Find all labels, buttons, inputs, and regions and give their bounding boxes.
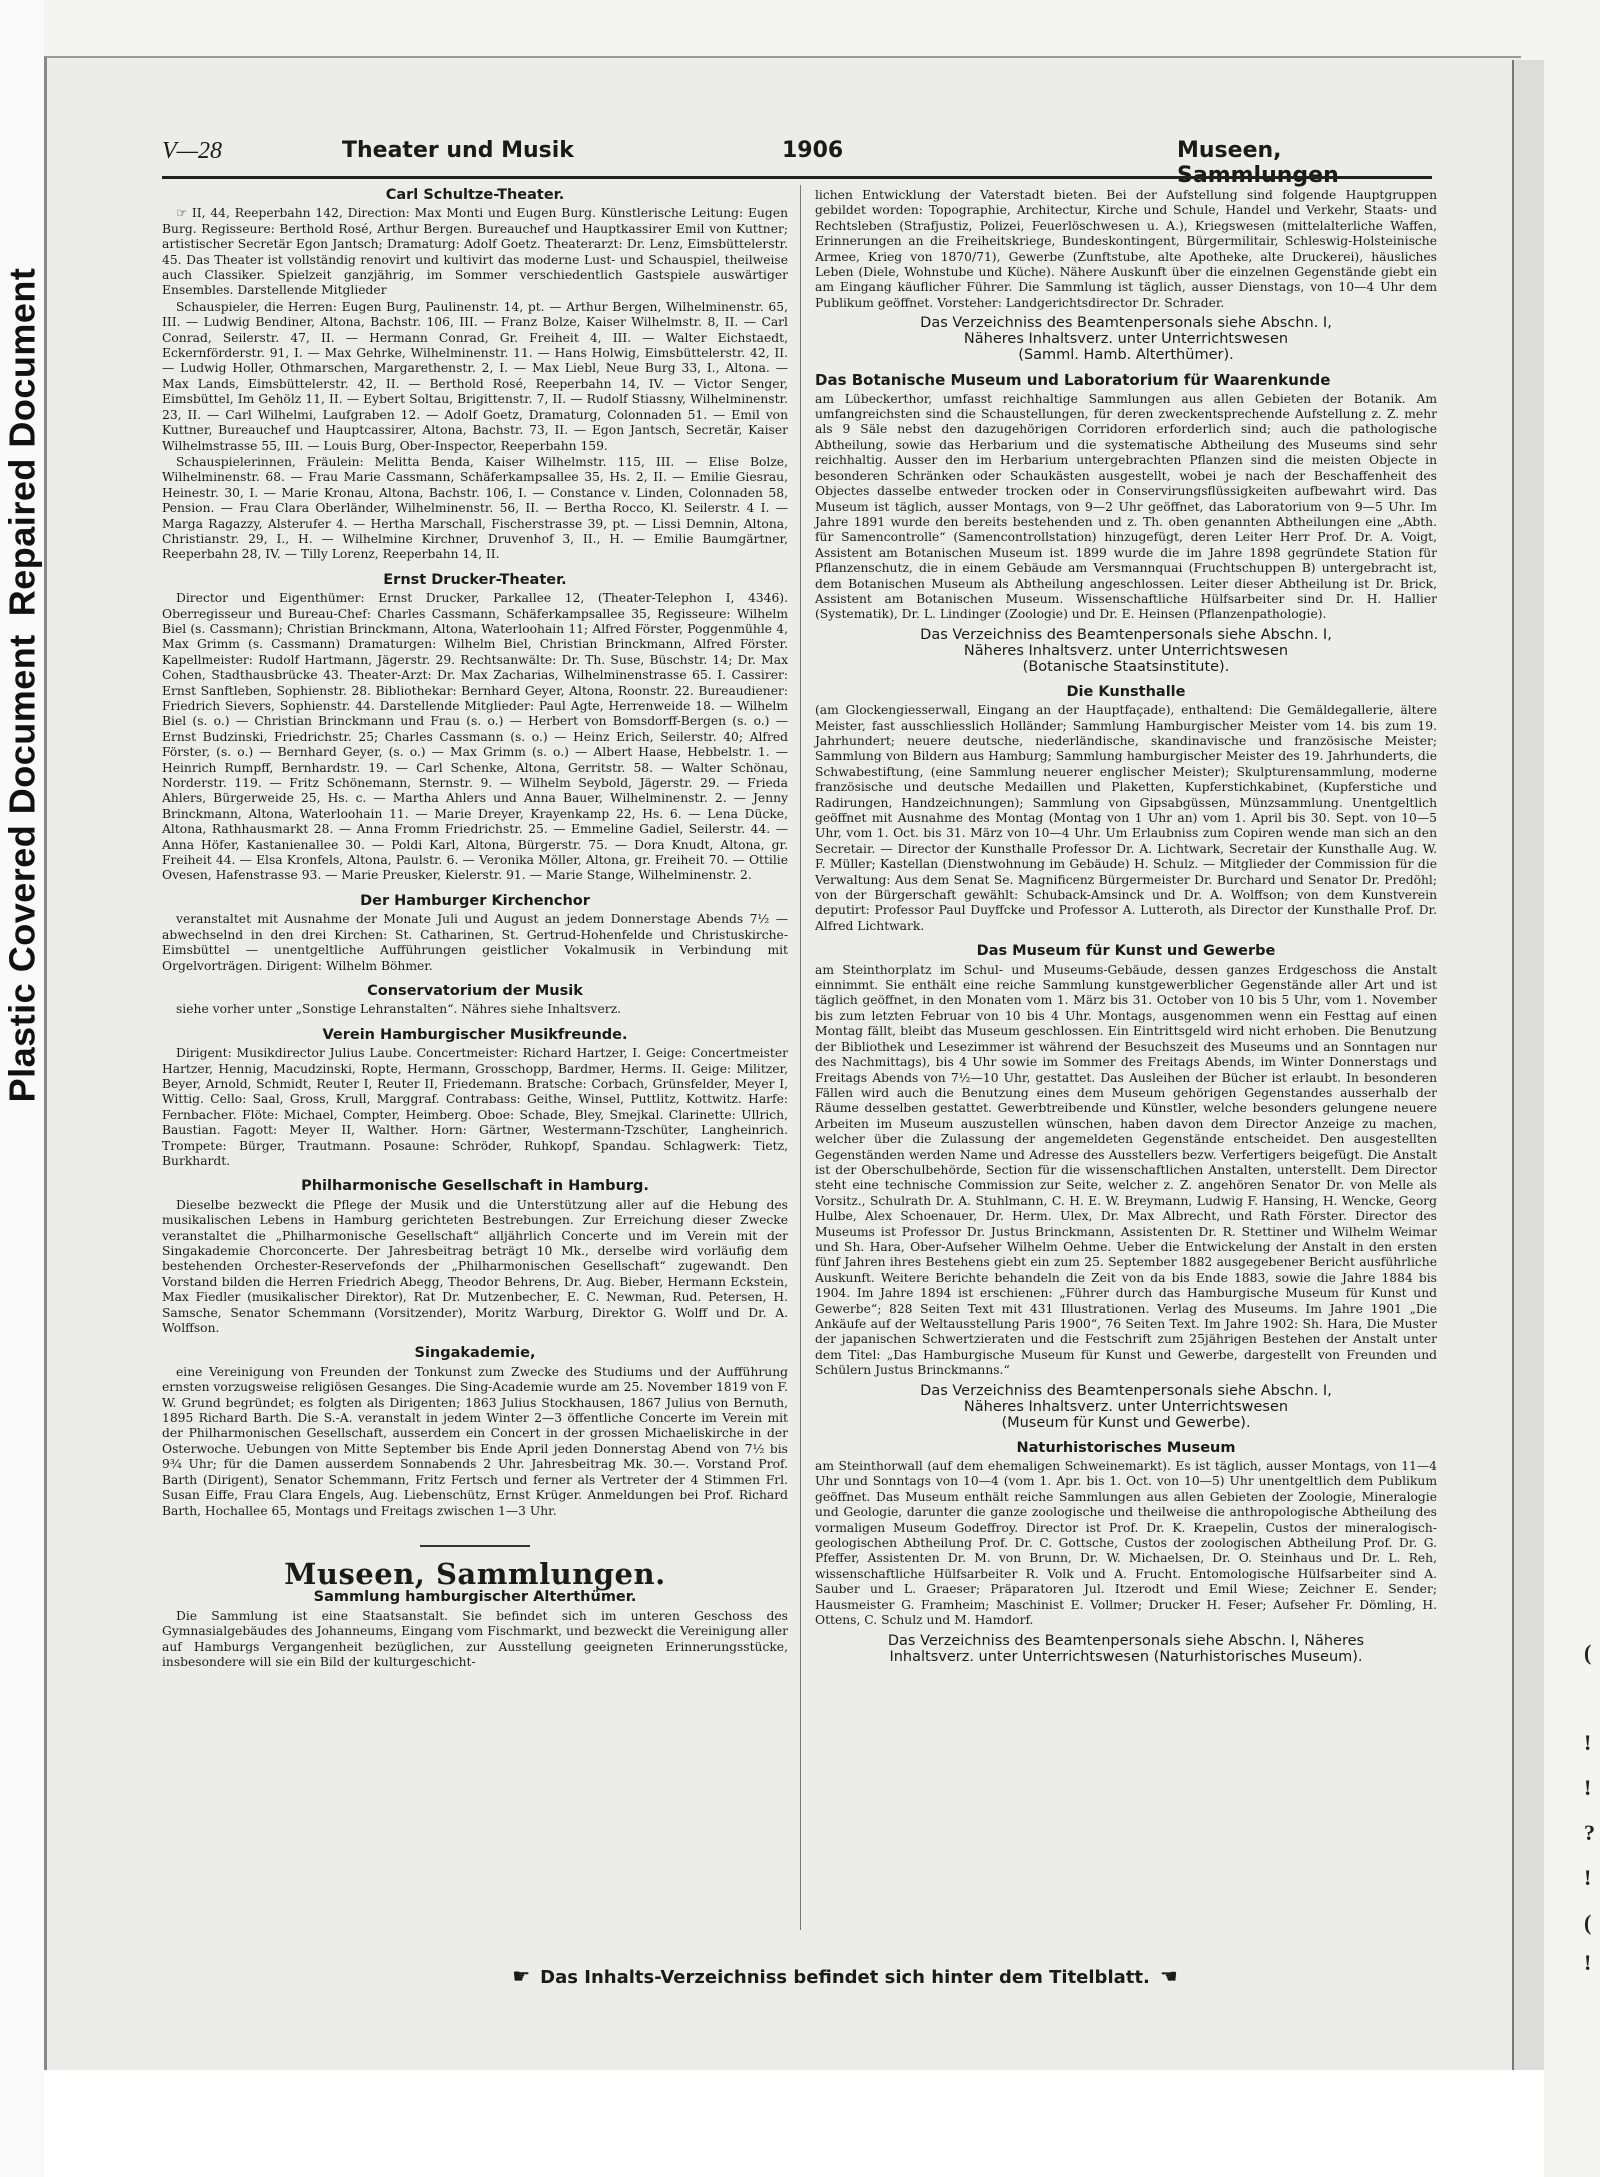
section-text: Dieselbe bezweckt die Pflege der Musik und die Unterstützung aller auf die Hebung des musikalischen Lebens in Hamburg gerichteten Bestrebungen. Zur Erreichung dieser Zwecke veranstaltet die „Philharmonische Gesellschaft“ alljährlich Concerte und im Verein mit der Singakademie Chorconcerte. Der Jahresbeitrag beträgt 10 Mk., derselbe wird vorläufig dem bestehenden Orchester-Reservefonds der „Philharmonischen Gesellschaft“ zugewandt. Den Vorstand bilden die Herren Friedrich Abegg, Theodor Behrens, Dr. Aug. Bieber, Hermann Eckstein, Max Fiedler (musikalischer Direktor), Rat Dr. Mutzenbecher, E. C. Newman, Rud. Petersen, H. Samsche, Senator Schemmann (Vorsitzender), Moritz Warburg, Direktor G. Wolff und Dr. A. Wolffson. xyxy=(162,1197,788,1336)
reference-note xyxy=(815,1633,1437,1665)
section-text: Director und Eigenthümer: Ernst Drucker, Parkallee 12, (Theater-Telephon I, 4346). Oberregisseur und Bureau-Chef: Charles Cassmann, Schäferkampsallee 35, Regisseure: Wilhelm Biel (s. Cassmann); Christian Brinckmann, Altona, Waterloohain 11; Alfred Förster, Poggenmühle 4, Max Grimm (s. Cassmann) Dramaturgen: Wilhelm Biel, Christian Brinckmann, Alfred Förster. Kapellmeister: Rudolf Hartmann, Jägerstr. 29. Rechtsanwälte: Dr. Th. Suse, Büschstr. 14; Dr. Max Cohen, Stadthausbrücke 43. Theater-Arzt: Dr. Max Zacharias, Wilhelminenstrasse 65. I. Cassirer: Ernst Sanftleben, Sophienstr. 28. Bibliothekar: Bernhard Geyer, Altona, Roonstr. 22. Bureaudiener: Friedrich Sievers, Sophienstr. 44. Darstellende Mitglieder: Paul Agte, Herrenweide 18. — Wilhelm Biel (s. o.) — Christian Brinckmann und Frau (s. o.) — Herbert von Bomsdorff-Bergen (s. o.) — Ernst Budzinski, Friedrichstr. 25; Charles Cassmann (s. o.) — Heinz Erich, Seilerstr. 40; Alfred Förster, (s. o.) — Bernhard Geyer, (s. o.) — Max Grimm (s. o.) — Albert Haase, Hebbelstr. 1. — Heinrich Rumpff, Bernhardstr. 19. — Carl Schenke, Altona, Gerritstr. 58. — Walter Schönau, Norderstr. 119. — Fritz Schönemann, Sternstr. 9. — Wilhelm Seybold, Jägerstr. 29. — Frieda Ahlers, Bürgerweide 25, Hs. c. — Martha Ahlers und Anna Bauer, Wilhelminenstr. 2. — Jenny Brinckmann, Altona, Waterloohain 11. — Marie Dreyer, Krayenkamp 22, Hs. 6. — Lena Dücke, Altona, Rathhausmarkt 28. — Anna Fromm Friedrichstr. 25. — Emmeline Gadiel, Seilerstr. 44. — Anna Höfer, Kastanienallee 30. — Poldi Karl, Altona, Bürgerstr. 75. — Dora Knudt, Altona, gr. Freiheit 44. — Elsa Kronfels, Altona, Paulstr. 6. — Veronika Möller, Altona, gr. Freiheit 70. — Ottilie Ovesen, Hafenstrasse 93. — Marie Preusker, Kielerstr. 91. — Marie Stange, Wilhelminenstr. 2. xyxy=(162,591,788,883)
page-bottom-margin xyxy=(44,2070,1544,2177)
reference-note-line: Näheres Inhaltsverz. unter Unterrichtswesen xyxy=(963,331,1289,348)
section-title: Der Hamburger Kirchenchor xyxy=(360,892,590,909)
footer-notice xyxy=(430,1964,1260,1988)
section-title: Das Museum für Kunst und Gewerbe xyxy=(976,943,1276,960)
header-year: 1906 xyxy=(782,138,844,163)
archive-label-line1: Plastic Covered Document xyxy=(1,634,42,1103)
section-text: Die Sammlung ist eine Staatsanstalt. Sie befindet sich im unteren Geschoss des Gymnasialgebäudes des Johanneums, Eingang vom Fischmarkt, und bezweckt die Vereinigung aller auf Hamburgs Vergangenheit bezüglichen, zur Ausstellung geeigneten Erinnerungsstücke, insbesondere will sie ein Bild der kulturgeschicht- xyxy=(162,1608,788,1669)
section-kunst-und-gewerbe xyxy=(815,944,1437,1430)
section-naturhistorisches-museum xyxy=(815,1441,1437,1665)
section-separator xyxy=(420,1545,530,1547)
section-carl-schultze-theater xyxy=(162,188,788,563)
edge-fragment: ( xyxy=(1584,1910,1592,1935)
column-divider xyxy=(800,185,801,1930)
reference-note-line: Näheres Inhaltsverz. unter Unterrichtswesen xyxy=(963,1398,1289,1415)
edge-fragment: ( xyxy=(1584,1640,1592,1665)
section-kunsthalle xyxy=(815,685,1437,935)
section-botanisches-museum xyxy=(815,373,1437,675)
section-text: siehe vorher unter „Sonstige Lehranstalten“. Nähres siehe Inhaltsverz. xyxy=(176,1002,622,1017)
edge-fragment: ! xyxy=(1584,1865,1592,1890)
reference-note-line: Das Verzeichniss des Beamtenpersonals siehe Abschn. I, xyxy=(920,315,1332,332)
section-musikfreunde xyxy=(162,1028,788,1170)
section-text: lichen Entwicklung der Vaterstadt bieten. Bei der Aufstellung sind folgende Hauptgruppen gebildet worden: Topographie, Architectur, Kirche und Schule, Handel und Verkehr, Staats- und Rechtsleben (Strafjustiz, Polizei, Feuerlöschwesen u. A.), Kriegswesen (mittelalterliche Waffen, Erinnerungen an die Freiheitskriege, Bundeskontingent, Bürgermilitair, Schleswig-Holsteinische Armee, Krieg von 1870/71), Gewerbe (Zunftstube, alte Apotheke, alte Druckerei), häusliches Leben (Diele, Wohnstube und Küche). Nähere Auskunft über die einzelnen Gegenstände giebt ein am Eingang käuflicher Führer. Die Sammlung ist täglich, ausser Dienstags, von 10—4 Uhr dem Publikum geöffnet. Vorsteher: Landgerichtsdirector Dr. Schrader. xyxy=(815,188,1437,310)
section-title: Die Kunsthalle xyxy=(1066,683,1186,700)
edge-fragment: ? xyxy=(1584,1820,1595,1845)
section-text: Dirigent: Musikdirector Julius Laube. Concertmeister: Richard Hartzer, I. Geige: Concertmeister Hartzer, Hennig, Macudzinski, Ropte, Hermann, Grosschopp, Bardmer, Herms. II. Geige: Militzer, Beyer, Arnold, Schmidt, Reuter I, Reuter II, Friedemann. Bratsche: Corbach, Grünsfelder, Meyer I, Wittig. Cello: Saal, Gross, Krull, Marggraf. Contrabass: Geithe, Winsel, Puttlitz, Kottwitz. Harfe: Fernbacher. Flöte: Michael, Compter, Heimberg. Oboe: Schade, Bley, Smejkal. Clarinette: Ullrich, Baustian. Fagott: Meyer II, Walther. Horn: Gärtner, Westermann-Tzschüter, Langheinrich. Trompete: Bürger, Trautmann. Posaune: Schröder, Ruhkopf, Spandau. Schlagwerk: Tietz, Burkhardt. xyxy=(162,1046,788,1168)
section-title: Philharmonische Gesellschaft in Hamburg. xyxy=(301,1178,649,1195)
section-text: veranstaltet mit Ausnahme der Monate Juli und August an jedem Donnerstage Abends 7½ — abwechselnd in den drei Kirchen: St. Catharinen, St. Gertrud-Hohenfelde und Christuskirche-Eimsbüttel — unentgeltliche Aufführungen geistlicher Vokalmusik in Verbindung mit Orgelvorträgen. Dirigent: Wilhelm Böhmer. xyxy=(162,912,788,973)
edge-fragment: ! xyxy=(1584,1775,1592,1800)
section-text: Schauspieler, die Herren: Eugen Burg, Paulinenstr. 14, pt. — Arthur Bergen, Wilhelminenstr. 65, III. — Ludwig Bendiner, Altona, Bachstr. 106, III. — Franz Bolze, Kaiser Wilhelmstr. 8, II. — Carl Conrad, Seilerstr. 47, II. — Hermann Conrad, Gr. Freiheit 4, III. — Walter Eichstaedt, Eckernförderstr. 91, I. — Max Gehrke, Wilhelminenstr. 11. — Hans Holwig, Eimsbüttelerstr. 42, II. — Ludwig Holler, Othmarschen, Margarethenstr. 2, I. — Max Liebl, Neue Burg 33, I., Altona. — Max Lands, Eimsbüttelerstr. 42, II. — Berthold Rosé, Reeperbahn 14, IV. — Victor Senger, Eimsbüttel, Im Gehölz 11, II. — Eybert Soltau, Brigittenstr. 7, II. — Rudolf Stiassny, Wilhelminenstr. 23, II. — Carl Wilhelmi, Laufgraben 12. — Adolf Goetz, Dramaturg, Colonnaden 51. — Emil von Kuttner, Bureauchef und Hauptcassirer, Altona, Bachstr. 73, II. — Egon Jantsch, Secretär, Kaiser Wilhelmstrasse 55, III. — Louis Burg, Ober-Inspector, Reeperbahn 159. xyxy=(162,299,788,453)
reference-note-line: Inhaltsverz. unter Unterrichtswesen (Naturhistorisches Museum). xyxy=(889,1648,1363,1665)
header-section-right: Museen, xyxy=(1177,138,1282,163)
section-alterthuemer xyxy=(162,1590,788,1670)
archive-label-line2: Repaired Document xyxy=(1,267,42,617)
section-title: Singakademie, xyxy=(414,1345,536,1362)
reference-note-line: Das Verzeichniss des Beamtenpersonals siehe Abschn. I, xyxy=(920,1382,1332,1399)
page-header xyxy=(162,138,1432,178)
section-text: am Steinthorwall (auf dem ehemaligen Schweinemarkt). Es ist täglich, ausser Montags, von 11—4 Uhr und Sonntags von 10—4 (vom 1. Apr. bis 1. Oct. von 10—5) Uhr unentgeltlich dem Publikum geöffnet. Das Museum enthält reiche Sammlungen aus allen Gebieten der Zoologie, Mineralogie und Geologie, darunter die ganze zoologische und theilweise die anthropologische Abtheilung des vormaligen Museum Godeffroy. Director ist Prof. Dr. K. Kraepelin, Custos der mineralogisch-geologischen Abtheilung Prof. Dr. C. Gottsche, Custos der zoologischen Abtheilung Prof. Dr. G. Pfeffer, Assistenten Dr. M. von Brunn, Dr. W. Michaelsen, Dr. O. Steinhaus und Dr. L. Reh, wissenschaftliche Hülfsarbeiter R. Volk und A. Frucht. Entomologische Hülfsarbeiter sind A. Sauber und L. Graeser; Präparatoren Jul. Itzerodt und Emil Wiese; Zeichner E. Sender; Hausmeister G. Framheim; Maschinist E. Vollmer; Drucker H. Feser; Aufseher Fr. Dömling, H. Ottens, C. Schulz und M. Hamdorf. xyxy=(815,1459,1437,1628)
footer-text: Das Inhalts-Verzeichniss befindet sich hinter dem Titelblatt. xyxy=(540,1967,1150,1988)
section-conservatorium xyxy=(162,984,788,1018)
right-column xyxy=(815,188,1437,1671)
reference-note-line: (Museum für Kunst und Gewerbe). xyxy=(1001,1414,1251,1431)
reference-note xyxy=(815,1383,1437,1431)
section-ernst-drucker-theater xyxy=(162,573,788,884)
section-text: am Steinthorplatz im Schul- und Museums-Gebäude, dessen ganzes Erdgeschoss die Anstalt einnimmt. Sie enthält eine reiche Sammlung kunstgewerblicher Gegenstände aller Art und ist täglich geöffnet, in den Monaten vom 1. März bis 31. October von 10 bis 5 Uhr, vom 1. November bis zum letzten Februar von 10 bis 4 Uhr. Montags, ausgenommen wenn ein Festtag auf einen Montag fällt, bleibt das Museum geschlossen. Ein Eintrittsgeld wird nicht erhoben. Die Benutzung der Bibliothek und Lesezimmer ist während der Besuchszeit des Museums und an Sonntagen nur des Nachmittags), bis 4 Uhr sowie im Sommer des Freitags Abends, im Winter Donnerstags und Freitags Abends von 7½—10 Uhr, gestattet. Das Ausleihen der Bücher ist erlaubt. In besonderen Fällen wird auch die Benutzung eines dem Museum gehörigen Gegenstandes ausserhalb der Räume desselben gestattet. Gewerbtreibende und Künstler, welche besonders gelungene neuere Arbeiten im Museum auszustellen wünschen, haben davon dem Director Anzeige zu machen, welcher über die Zulassung der angemeldeten Gegenstände entscheidet. Den ausgestellten Gegenständen werden Name und Adresse des Ausstellers bezw. Verfertigers beigefügt. Die Anstalt ist der Oberschulbehörde, Section für die wissenschaftlichen Anstalten, unterstellt. Dem Director steht eine technische Commission zur Seite, welcher z. Z. angehören Senator Dr. von Melle als Vorsitz., Schulrath Dr. A. Stuhlmann, C. H. E. W. Breymann, Ludwig F. Hansing, H. Wencke, Georg Hulbe, Alex Schoenauer, Dr. Herm. Ulex, Dr. Max Albrecht, und Rath Förster. Director des Museums ist Professor Dr. Justus Brinckmann, Assistenten Dr. R. Stettiner und Wilhelm Weimar und Sh. Hara, Ober-Aufseher Wilhelm Oehme. Ueber die Entwickelung der Anstalt in den ersten fünf Jahren ihres Bestehens giebt ein zum 25. September 1882 ausgegebener Bericht ausführliche Auskunft. Weitere Berichte behandeln die Zeit von da bis Ende 1883, sowie die Jahre 1884 bis 1904. Im Jahre 1894 ist erschienen: „Führer durch das Hamburgische Museum für Kunst und Gewerbe“; 828 Seiten Text mit 431 Illustrationen. Verlag des Museums. Im Jahre 1901 „Die Ankäufe auf der Weltausstellung Paris 1900“, 76 Seiten Text. Im Jahre 1902: Sh. Hara, Die Muster der japanischen Schwertzieraten und die Festschrift zum 25jährigen Bestehen der Anstalt unter dem Titel: „Das Hamburgische Museum für Kunst und Gewerbe, dargestellt von Freunden und Schülern Justus Brinckmanns.“ xyxy=(815,962,1437,1378)
left-column xyxy=(162,188,788,1671)
section-philharmonische-gesellschaft xyxy=(162,1179,788,1336)
reference-note-line: (Botanische Staatsinstitute). xyxy=(1022,658,1230,675)
section-singakademie xyxy=(162,1346,788,1518)
section-text: am Lübeckerthor, umfasst reichhaltige Sammlungen aus allen Gebieten der Botanik. Am umfangreichsten sind die Schaustellungen, für deren zweckentsprechende Aufstellung z. Z. mehr als 9 Säle nebst den dazugehörigen Corridoren erforderlich sind; auch die pathologische Abtheilung, sowie das Herbarium und die systematische Abtheilung des Museums sind sehr reichhaltig. Ausser den im Herbarium untergebrachten Pflanzen sind die meisten Objecte in besonderen Schränken oder Schaukästen ausgestellt, wobei je nach der Beschaffenheit des Objectes dasselbe entweder trocken oder in Conservirungsflüssigkeiten aufbewahrt wird. Das Museum ist täglich, ausser Montags, von 9—2 Uhr geöffnet, das Laboratorium von 9—5 Uhr. Im Jahre 1891 wurde den bereits bestehenden und z. Th. oben genannten Abtheilungen eine „Abth. für Samencontrolle“ (Samencontrollstation) hinzugefügt, deren Leiter Herr Prof. Dr. A. Voigt, Assistent am Botanischen Museum ist. 1899 wurde die im Jahre 1898 gegründete Station für Pflanzenschutz, die in einem Gebäude am Versmannquai (Fruchtschuppen B) untergebracht ist, dem Botanischen Museum als Abtheilung angeschlossen. Leiter dieser Abtheilung ist Dr. Brick, Assistent am Botanischen Museum. Wissenschaftliche Hülfsarbeiter sind Dr. H. Hallier (Systematik), Dr. L. Lindinger (Zoologie) und Dr. E. Heinsen (Pflanzenpathologie). xyxy=(815,391,1437,622)
section-text: (am Glockengiesserwall, Eingang an der Hauptfaçade), enthaltend: Die Gemäldegallerie, ältere Meister, fast ausschliesslich Holländer; Sammlung Hamburgischer Meister vom 14. bis zum 19. Jahrhundert; neuere deutsche, niederländische, skandinavische und französische Meister; Sammlung von Bildern aus Hamburg; Sammlung hamburgischer Meister des 19. Jahrhunderts, die Schwabestiftung, (eine Sammlung neuerer englischer Meister); Skulpturensammlung, moderne französische und deutsche Medaillen und Plaketten, Kupferstichkabinet, (Kupferstiche und Radirungen, Handzeichnungen); Sammlung von Gipsabgüssen, Münzsammlung. Unentgeltlich geöffnet mit Ausnahme des Montag (Montag von 1 Uhr an) vom 1. April bis 30. Sept. von 10—5 Uhr, vom 1. Oct. bis 31. März von 10—4 Uhr. Um Erlaubniss zum Copiren wende man sich an den Secretair. — Director der Kunsthalle Professor Dr. A. Lichtwark, Secretair der Kunsthalle Aug. W. F. Müller; Kastellan (Dienstwohnung im Gebäude) H. Schulz. — Mitglieder der Commission für die Verwaltung: Aus dem Senat Se. Magnificenz Bürgermeister Dr. Burchard und Senator Dr. Predöhl; von der Bürgerschaft gewählt: Schuback-Amsinck und Dr. A. Wolffson; von dem Kunstverein deputirt: Professor Paul Duyffcke und Professor A. Lutteroth, als Director der Kunsthalle Prof. Dr. Alfred Lichtwark. xyxy=(815,703,1437,933)
section-text: Schauspielerinnen, Fräulein: Melitta Benda, Kaiser Wilhelmstr. 115, III. — Elise Bolze, Wilhelminenstr. 68. — Frau Marie Cassmann, Schäferkampsallee 35, Hs. 2, II. — Emilie Giesrau, Heinestr. 30, I. — Marie Kronau, Altona, Bachstr. 106, I. — Constance v. Linden, Colonnaden 58, Pension. — Frau Clara Oberländer, Wilhelminenstr. 56, II. — Bertha Rocco, Kl. Seilerstr. 4 I. — Marga Ragazzy, Alsterufer 4. — Hertha Marschall, Fischerstrasse 39, pt. — Lissi Demnin, Altona, Christianstr. 29, I., H. — Wilhelmine Kirchner, Druvenhof 3, II., H. — Emilie Baumgärtner, Reeperbahn 28, IV. — Tilly Lorenz, Reeperbahn 14, II. xyxy=(162,454,788,562)
page-number: V—28 xyxy=(162,138,222,164)
section-kirchenchor xyxy=(162,894,788,974)
section-title: Das Botanische Museum und Laboratorium für Waarenkunde xyxy=(815,371,1331,390)
reference-note-line: Näheres Inhaltsverz. unter Unterrichtswesen xyxy=(963,642,1289,659)
section-title: Ernst Drucker-Theater. xyxy=(383,571,567,588)
archive-label xyxy=(0,130,44,1240)
edge-fragment: ! xyxy=(1584,1950,1592,1975)
pointing-hand-icon: ☚ xyxy=(1159,1964,1178,1988)
reference-note xyxy=(815,315,1437,363)
next-page-edge xyxy=(1512,60,1544,2090)
section-text: ☞ II, 44, Reeperbahn 142, Direction: Max Monti und Eugen Burg. Künstlerische Leitung: Eugen Burg. Regisseure: Berthold Rosé, Arthur Bergen. Bureauchef und Hauptkassirer Emil von Kuttner; artistischer Secretär Egon Jantsch; Dramaturg: Adolf Goetz. Theaterarzt: Dr. Lenz, Eimsbüttelerstr. 45. Das Theater ist vollständig renovirt und kultivirt das moderne Lust- und Schauspiel, theilweise auch Classiker. Spielzeit ganzjährig, im Sommer verschiedentlich Gastspiele auswärtiger Ensembles. Darstellende Mitglieder xyxy=(162,206,788,298)
section-title: Verein Hamburgischer Musikfreunde. xyxy=(322,1026,628,1043)
edge-fragment: ! xyxy=(1584,1730,1592,1755)
header-rule xyxy=(162,176,1432,179)
reference-note-line: Das Verzeichniss des Beamtenpersonals siehe Abschn. I, xyxy=(920,626,1332,643)
section-title: Carl Schultze-Theater. xyxy=(385,187,565,203)
section-alterthuemer-continued xyxy=(815,188,1437,363)
reference-note-line: Das Verzeichniss des Beamtenpersonals siehe Abschn. I, Näheres xyxy=(887,1632,1365,1649)
section-text: eine Vereinigung von Freunden der Tonkunst zum Zwecke des Studiums und der Aufführung ernsten vorzugsweise religiösen Gesanges. Die Sing-Academie wurde am 25. November 1819 von F. W. Grund begründet; es folgten als Dirigenten; 1863 Julius Stockhausen, 1867 Julius von Bernuth, 1895 Richard Barth. Die S.-A. veranstalt in jedem Winter 2—3 öffentliche Concerte im Verein mit der Philharmonischen Gesellschaft, ausserdem ein Concert in der grossen Michaeliskirche in der Osterwoche. Uebungen von Mitte September bis Ende April jeden Donnerstag Abend von 7½ bis 9¾ Uhr; für die Damen ausserdem Sonnabends 2 Uhr. Jahresbeitrag Mk. 30.—. Vorstand Prof. Barth (Dirigent), Senator Schemmann, Fritz Fertsch und ferner als Vertreter der 4 Stimmen Frl. Susan Eiffe, Frau Clara Engels, Aug. Liebenschütz, Ernst Krüger. Anmeldungen bei Prof. Richard Barth, Hochallee 65, Montags und Freitags zwischen 1—3 Uhr. xyxy=(162,1364,789,1518)
reference-note xyxy=(815,627,1437,675)
museen-heading: Museen, Sammlungen. xyxy=(284,1556,666,1591)
header-section-left: Theater und Musik xyxy=(342,138,574,163)
pointing-hand-icon: ☛ xyxy=(512,1964,531,1988)
section-title: Naturhistorisches Museum xyxy=(1016,1439,1236,1456)
section-title: Conservatorium der Musik xyxy=(367,982,583,999)
section-title: Sammlung hamburgischer Alterthümer. xyxy=(313,1589,637,1606)
reference-note-line: (Samml. Hamb. Alterthümer). xyxy=(1018,347,1234,364)
